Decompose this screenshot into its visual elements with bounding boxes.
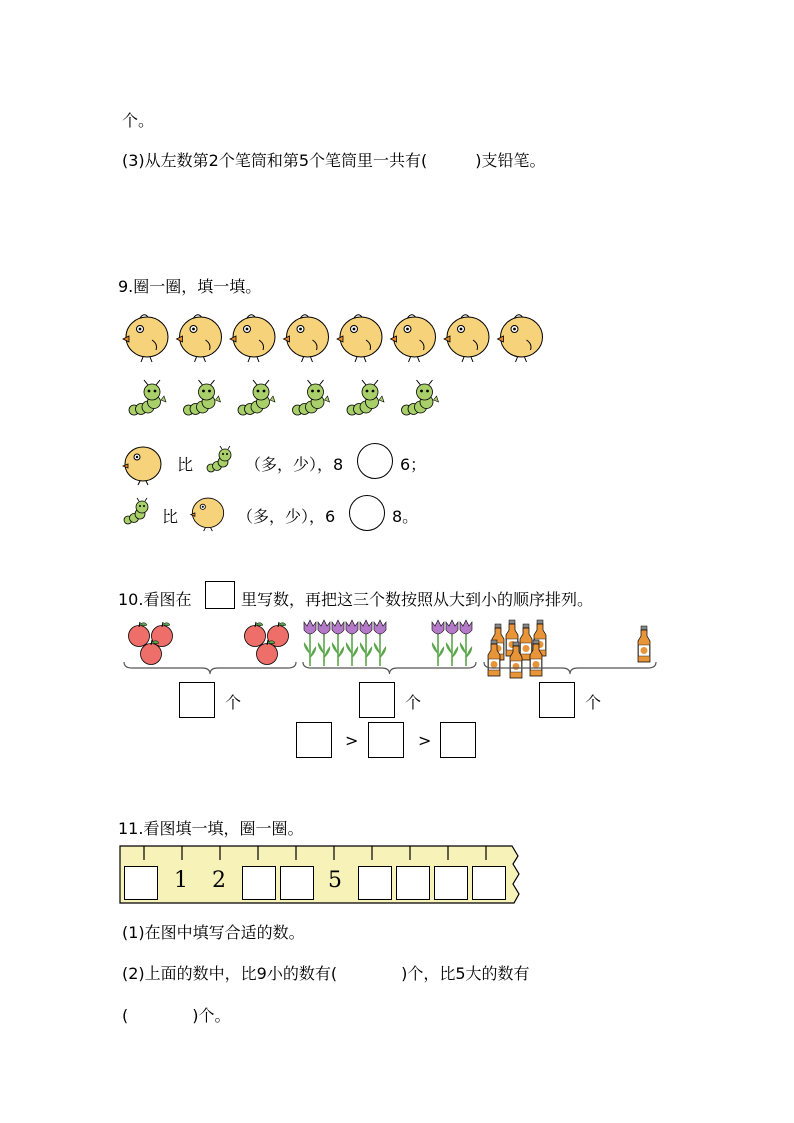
q9-row2-choice: （多，少），6 [237,507,336,526]
unit-label: 个 [405,693,422,712]
greater-than-sign: > [345,731,359,750]
juice-bottle-icon [638,626,650,662]
ruler-answer-box[interactable] [280,866,314,900]
order-box-2[interactable] [368,722,404,758]
q11-sub1: (1)在图中填写合适的数。 [122,923,305,942]
tulip-icon [460,620,472,666]
answer-box-bottles[interactable] [539,682,575,718]
ruler-answer-box[interactable] [472,866,506,900]
q9-row2-bi: 比 [162,507,179,526]
order-box-1[interactable] [296,722,332,758]
ruler-answer-box[interactable] [434,866,468,900]
apple-icon [129,622,150,647]
ruler-answer-box[interactable] [242,866,276,900]
q9-row1-bi: 比 [177,455,194,474]
tulip-icon [446,620,458,666]
tulip-icon [318,620,330,666]
tulip-icon [332,620,344,666]
greater-than-sign: > [418,731,432,750]
unit-label: 个 [225,693,242,712]
q8-continuation-text: 个。 [122,111,155,130]
q10-title-b: 里写数，再把这三个数按照从大到小的顺序排列。 [241,590,594,609]
ruler-answer-box[interactable] [124,866,158,900]
ruler-number: 1 [174,868,188,893]
tulip-icon [374,620,386,666]
ruler-answer-box[interactable] [358,866,392,900]
q11-sub2-line1: (2)上面的数中，比9小的数有( )个，比5大的数有 [122,964,530,983]
q11-sub2-line2: ( )个。 [122,1006,231,1025]
group-brace [303,662,476,674]
q9-row1-end: 6； [400,455,427,474]
tulip-icon [304,620,316,666]
q9-title: 9.圈一圈，填一填。 [118,277,262,296]
tulip-icon [432,620,444,666]
tulip-icon [360,620,372,666]
tulip-icon [346,620,358,666]
q8-sub3-question: (3)从左数第2个笔筒和第5个笔筒里一共有( )支铅笔。 [122,151,546,170]
order-box-3[interactable] [440,722,476,758]
ruler-answer-box[interactable] [396,866,430,900]
q9-row2-end: 8。 [392,507,419,526]
q10-title-a: 10.看图在 [118,590,192,609]
q11-title: 11.看图填一填，圈一圈。 [118,819,304,838]
ruler-number: 2 [212,868,226,893]
ruler-number: 5 [328,868,342,893]
answer-box-apples[interactable] [179,682,215,718]
q9-row1-choice: （多，少），8 [245,455,344,474]
answer-box-tulips[interactable] [359,682,395,718]
unit-label: 个 [585,693,602,712]
apple-icon [245,622,266,647]
